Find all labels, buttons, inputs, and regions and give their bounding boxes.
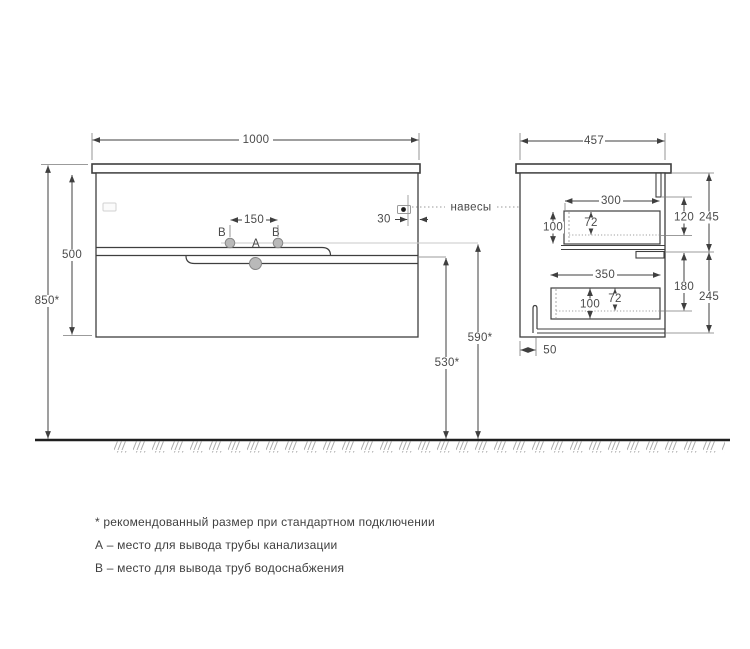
dim-water-outlet-height xyxy=(466,245,495,439)
floor-line xyxy=(35,440,730,453)
svg-text:1000: 1000 xyxy=(242,134,270,146)
svg-text:850*: 850* xyxy=(34,295,60,307)
footnote-recommended: * рекомендованный размер при стандартном подключении xyxy=(95,515,435,529)
dim-install-height xyxy=(33,165,88,439)
svg-text:530*: 530* xyxy=(434,357,460,369)
hanger-left-icon xyxy=(103,203,116,211)
outlet-a-label: А xyxy=(252,238,260,250)
outlet-b-right-label: В xyxy=(272,227,280,239)
svg-text:457: 457 xyxy=(583,135,605,147)
dim-front-width xyxy=(92,133,419,160)
dim-depth xyxy=(520,133,665,160)
svg-text:50: 50 xyxy=(543,344,557,357)
water-outlet-right xyxy=(273,238,283,248)
dim-bottom-recess xyxy=(520,337,557,357)
svg-text:100: 100 xyxy=(542,221,564,234)
dim-drain-outlet-height xyxy=(419,257,462,439)
svg-text:100: 100 xyxy=(579,298,601,311)
svg-text:72: 72 xyxy=(608,293,622,305)
front-view-cabinet xyxy=(92,164,420,337)
svg-text:500: 500 xyxy=(61,249,83,261)
svg-text:245: 245 xyxy=(698,211,720,224)
svg-text:150: 150 xyxy=(243,214,265,226)
svg-text:300: 300 xyxy=(600,195,622,207)
water-outlet-left xyxy=(225,238,235,248)
outlet-b-left-label: В xyxy=(218,227,226,239)
side-view-cabinet xyxy=(516,164,671,337)
hangers-label: навесы xyxy=(450,201,492,214)
svg-text:120: 120 xyxy=(673,211,695,224)
svg-text:590*: 590* xyxy=(467,332,493,344)
dim-top-drawer-front-gap xyxy=(661,197,696,236)
svg-text:72: 72 xyxy=(584,217,598,229)
drain-outlet xyxy=(250,258,262,270)
hangers-callout xyxy=(412,202,520,214)
svg-text:30: 30 xyxy=(377,213,391,226)
footnotes xyxy=(95,511,435,580)
footnote-outlet-b: В – место для вывода труб водоснабжения xyxy=(95,561,345,575)
svg-text:245: 245 xyxy=(698,291,720,303)
svg-text:350: 350 xyxy=(594,269,616,281)
dim-carcass-height xyxy=(60,175,92,336)
footnote-outlet-a: А – место для вывода трубы канализации xyxy=(95,538,338,552)
svg-text:180: 180 xyxy=(673,281,695,293)
